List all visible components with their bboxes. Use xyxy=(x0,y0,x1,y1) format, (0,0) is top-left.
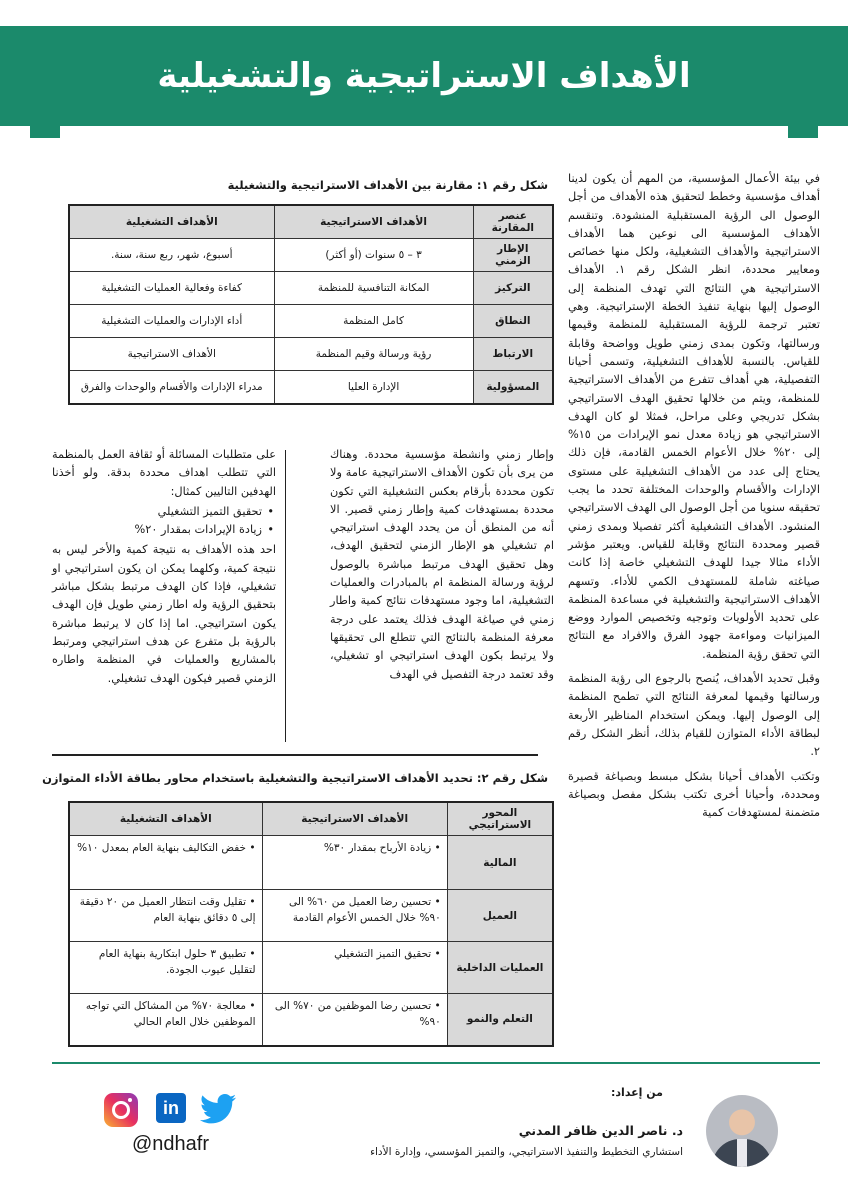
table-cell xyxy=(69,836,262,890)
figure2-table xyxy=(68,801,554,1047)
table-row xyxy=(69,305,553,338)
social-handle[interactable]: @ndhafr xyxy=(132,1133,210,1155)
table-cell xyxy=(262,836,447,890)
page-title: الأهداف الاستراتيجية والتشغيلية xyxy=(157,56,691,96)
author-name: د. ناصر الدين ظافر المدني xyxy=(518,1123,683,1138)
linkedin-icon[interactable]: in xyxy=(156,1093,186,1123)
table-cell: المسؤولية xyxy=(473,371,553,404)
table-cell xyxy=(69,890,262,942)
table-header-row xyxy=(69,802,553,836)
table-row xyxy=(69,371,553,404)
table-header-cell: المحور الاستراتيجي xyxy=(447,802,553,836)
table-cell: المكانة التنافسية للمنظمة xyxy=(274,272,473,305)
list-item: • تحسين رضا الموظفين من ٧٠% الى ٩٠% xyxy=(269,998,441,1031)
author-role: استشاري التخطيط والتنفيذ الاستراتيجي، والتميز المؤسسي، وإدارة الأداء xyxy=(370,1146,683,1158)
list-item: • تطبيق ٣ حلول ابتكارية بنهاية العام لتقليل عيوب الجودة. xyxy=(76,946,256,979)
table-cell: النطاق xyxy=(473,305,553,338)
figure1-title: شكل رقم ١: مقارنة بين الأهداف الاستراتيجية والتشغيلية xyxy=(227,178,548,192)
table-row xyxy=(69,942,553,994)
list-item: • تحقيق التميز التشغيلي xyxy=(52,503,276,521)
table-header-cell: الأهداف الاستراتيجية xyxy=(262,802,447,836)
table-row xyxy=(69,890,553,942)
paragraph: وتكتب الأهداف أحيانا بشكل مبسط وبصياغة قصيرة ومحددة، وأحيانا أخرى تكتب بشكل مفصل وبصياغة متضمنة لمستهدفات كمية xyxy=(568,769,820,820)
section-divider xyxy=(52,754,538,756)
table-cell: العميل xyxy=(447,890,553,942)
table-header-cell: الأهداف التشغيلية xyxy=(69,205,274,239)
list-item: • معالجة ٧٠% من المشاكل التي تواجه الموظفين خلال العام الحالي xyxy=(76,998,256,1031)
table-cell: الإطار الزمني xyxy=(473,239,553,272)
table-cell: المالية xyxy=(447,836,553,890)
table-header-cell: الأهداف التشغيلية xyxy=(69,802,262,836)
table-row xyxy=(69,272,553,305)
right-column-text xyxy=(568,170,820,828)
prepared-by-label: من إعداد: xyxy=(611,1086,663,1099)
table-header-cell: عنصر المقارنة xyxy=(473,205,553,239)
column-divider xyxy=(285,450,286,742)
table-cell: الأهداف الاستراتيجية xyxy=(69,338,274,371)
twitter-icon[interactable] xyxy=(200,1093,236,1125)
list-item: • خفض التكاليف بنهاية العام بمعدل ١٠% xyxy=(76,840,256,856)
table-cell xyxy=(69,942,262,994)
list-item: • تقليل وقت انتظار العميل من ٢٠ دقيقة إلى ٥ دقائق بنهاية العام xyxy=(76,894,256,927)
list-item: • تحقيق التميز التشغيلي xyxy=(269,946,441,962)
avatar-shirt xyxy=(737,1139,747,1167)
table-cell xyxy=(262,890,447,942)
table-cell: أسبوع، شهر، ربع سنة، سنة. xyxy=(69,239,274,272)
table-header-cell: الأهداف الاستراتيجية xyxy=(274,205,473,239)
table-cell xyxy=(262,942,447,994)
table-cell: رؤية ورسالة وقيم المنظمة xyxy=(274,338,473,371)
figure2-title: شكل رقم ٢: تحديد الأهداف الاستراتيجية والتشغيلية باستخدام محاور بطاقة الأداء المتوازن xyxy=(42,771,548,785)
list-item: • زيادة الإيرادات بمقدار ٢٠% xyxy=(52,521,276,539)
table-cell: التركيز xyxy=(473,272,553,305)
instagram-lens xyxy=(112,1101,130,1119)
table-row xyxy=(69,836,553,890)
table-cell: ٣ – ٥ سنوات (أو أكثر) xyxy=(274,239,473,272)
list-item: • زيادة الأرباح بمقدار ٣٠% xyxy=(269,840,441,856)
paragraph: وقبل تحديد الأهداف، يُنصح بالرجوع الى رؤية المنظمة ورسالتها وقيمها لمعرفة النتائج التي تطمح المنظمة إلى الوصول إليها. ويمكن استخدام المناظير الأربعة لبطاقة الأداء المتوازن للقيام بذلك، أنظر الشكل رقم ٢. xyxy=(568,672,820,759)
table-cell: الإدارة العليا xyxy=(274,371,473,404)
table-cell: الارتباط xyxy=(473,338,553,371)
table-cell: التعلم والنمو xyxy=(447,994,553,1046)
table-cell xyxy=(69,994,262,1046)
table-row xyxy=(69,239,553,272)
footer-divider xyxy=(52,1062,820,1064)
paragraph: في بيئة الأعمال المؤسسية، من المهم أن يكون لدينا أهداف مؤسسية وخطط لتحقيق هذه الأهداف من أجل الوصول الى الرؤية المستقبلية المنشودة. وتنقسم الأهداف المؤسسية الى نوعين هما الأهداف الاستراتيجية والأهداف التشغيلية، ولكل منها خصائص ومعايير محددة، انظر الشكل رقم ١. الأهداف الاستراتيجية هي النتائج التي تهدف المنظمة إلى الوصول إليها بنهاية تنفيذ الخطة الإستراتيجية. وهي تعتبر ترجمة للرؤية المستقبلية للمنظمة وقيمها ورسالتها، وتكون بمدى زمني طويل وواضحة وقابلة للقياس. بالنسبة للأهداف التشغيلية، وتسمى أحيانا التفصيلية، هي أهداف تتفرع من الأهداف الاستراتيجية للمنظمة، ويتم من خلالها تحقيق الهدف الاستراتيجي بشكل تدريجي وعلى مراحل، فمثلا لو كان الهدف الاستراتيجي هو زيادة معدل نمو الإيرادات من ١٥% إلى ٢٠% خلال الأعوام الخمس القادمة، فإن ذلك يحتاج إلى عدد من الأهداف التشغيلية على مستوى الإدارات والأقسام والوحدات المختلفة تحدد ما يجب تحقيقه سنويا من أجل الوصول الى الهدف الاستراتيجي المنشود. الأهداف التشغيلية أكثر تفصيلا وبمدى زمني قصير ومحددة النتائج وقابلة للقياس. ويعتبر مؤشر الأداء مثالا جيدا للهدف التشغيلي خاصة إذا كانت صياغته شاملة للمستهدف الكمي للأداء. وتسهم الأهداف الاستراتيجية والتشغيلية في مساعدة المنظمة على تحديد الأولويات وتوجيه وتخصيص الموارد ووضع الميزانيات ومواءمة جهود الفرق والافراد مع النتائج التي تحقق رؤية المنظمة. xyxy=(568,172,821,661)
table-cell: كامل المنظمة xyxy=(274,305,473,338)
table-cell: كفاءة وفعالية العمليات التشغيلية xyxy=(69,272,274,305)
author-avatar xyxy=(706,1095,778,1167)
figure1-table xyxy=(68,204,554,405)
example-list xyxy=(52,503,276,540)
twitter-bird-glyph xyxy=(200,1094,236,1124)
paragraph: على متطلبات المسائلة أو ثقافة العمل بالمنظمة التي تتطلب اهداف محددة بدقة. ولو أخذنا الهدفين التاليين كمثال: xyxy=(52,448,276,498)
paragraph: احد هذه الأهداف به نتيجة كمية والأخر ليس به نتيجة كمية، وكلهما يمكن ان يكون استراتيجي او تشغيلي، فإذا كان الهدف مرتبط بشكل مباشر بتحقيق الرؤية وله اطار زمني طويل فإن الهدف يكون استراتيجي. اما إذا كان لا يرتبط مباشرة بالرؤية بل متفرع عن هدف استراتيجي ومرتبط بالمشاريع والعمليات في المنظمة واطاره الزمني قصير فيكون الهدف تشغيلي. xyxy=(52,543,276,685)
instagram-dot xyxy=(128,1098,132,1102)
table-cell: العمليات الداخلية xyxy=(447,942,553,994)
table-cell xyxy=(262,994,447,1046)
instagram-icon[interactable] xyxy=(104,1093,138,1127)
table-cell: مدراء الإدارات والأقسام والوحدات والفرق xyxy=(69,371,274,404)
left-column-text xyxy=(52,446,276,688)
middle-column-text xyxy=(330,446,554,684)
table-row xyxy=(69,338,553,371)
paragraph: وإطار زمني وانشطة مؤسسية محددة. وهناك من يرى بأن تكون الأهداف الاستراتيجية عامة ولا تكون محددة بأرقام بعكس التشغيلية التي تكون محددة بمستهدفات كمية وإطار زمني قصير. الا أنه من المنطق أن من يحدد الهدف استراتيجي ام تشغيلي هو الإطار الزمني لتحقيق الهدف، وهل تحقيق الهدف مرتبط مباشرة بالوصول لرؤية ورسالة المنظمة ام بالمبادرات والعمليات التشغيلية، اما وجود مستهدفات نتائج كمية واطار زمني في صياغة الهدف فذلك يعتمد على درجة معرفة المنظمة بالنتائج التي تتطلع الى تحقيقها ولا يرتبط بكون الهدف استراتيجي او تشغيلي، وقد تعتمد درجة التفصيل في الهدف xyxy=(330,448,554,681)
table-header-row xyxy=(69,205,553,239)
table-cell: أداء الإدارات والعمليات التشغيلية xyxy=(69,305,274,338)
title-container xyxy=(30,26,818,126)
list-item: • تحسين رضا العميل من ٦٠% الى ٩٠% خلال الخمس الأعوام القادمة xyxy=(269,894,441,927)
table-row xyxy=(69,994,553,1046)
